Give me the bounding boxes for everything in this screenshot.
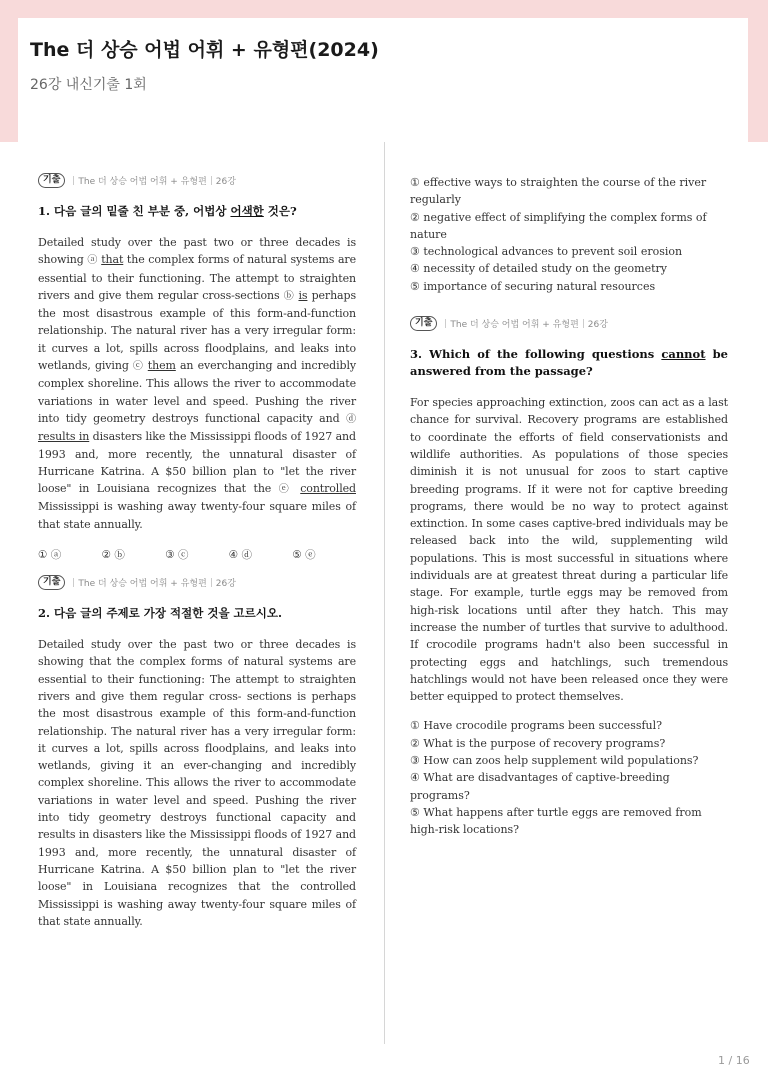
right-column <box>410 174 728 839</box>
left-column <box>38 172 356 930</box>
choice-5[interactable]: ⑤ What happens after turtle eggs are removed from high-risk locations? <box>410 805 702 837</box>
meta-separator <box>445 319 446 328</box>
question-title-emphasis: cannot <box>661 347 706 362</box>
marker-e: ⓔ <box>278 484 293 496</box>
choice-2[interactable]: ② What is the purpose of recovery programs? <box>410 736 666 750</box>
choice-3[interactable]: ③ How can zoos help supplement wild populations? <box>410 754 699 768</box>
marker-c: ⓒ <box>132 361 144 373</box>
source-tag: 기출 <box>410 316 437 331</box>
question-title-text: 3. Which of the following questions <box>410 347 662 362</box>
lesson-label: 26강 <box>215 177 236 187</box>
underlined-b: is <box>298 288 308 302</box>
choice-2[interactable]: ② ⓑ <box>101 549 125 562</box>
book-name: The 더 상승 어법 어휘 + 유형편 <box>450 320 579 331</box>
meta-separator <box>211 176 212 185</box>
question-title-emphasis: 어색한 <box>230 204 264 218</box>
source-tag: 기출 <box>38 575 65 590</box>
answer-choices <box>38 547 356 562</box>
question-title: 2. 다음 글의 주제로 가장 적절한 것을 고르시오. <box>38 606 282 621</box>
question-meta <box>410 315 728 332</box>
spacer <box>410 295 728 315</box>
question-title <box>38 203 356 220</box>
choice-4[interactable]: ④ necessity of detailed study on the geometry <box>410 262 667 276</box>
choice-3[interactable]: ③ technological advances to prevent soil erosion <box>410 245 683 259</box>
choice-5[interactable]: ⑤ importance of securing natural resources <box>410 279 656 293</box>
choice-1[interactable]: ① effective ways to straighten the course of the river regularly <box>410 176 707 207</box>
passage-text: perhaps the most disastrous example of this form-and-function relationship. The natural river has a very irregular form: it curves a lot, spills across floodplains, and leaks into wetlands, giving <box>38 288 357 373</box>
question-passage: For species approaching extinction, zoos can act as a last chance for survival. Recovery programs are established to coordinate the efforts of field conservationists and wildlife authorities. As populations of those species diminish it is not unusual for zoos to start captive breeding programs. If it were not for captive breeding programs, there would be no way to protect against extinction. In some cases captive-bred individuals may be released back into the wild, supplementing wild populations. This is most successful in situations where individuals are at greatest threat during a particular life stage. For example, turtle eggs may be removed from high-risk locations until after they hatch. This may increase the number of turtles that survive to adulthood. If crocodile programs hadn't also been successful in protecting eggs and hatchlings, such tremendous hatchlings would not have been released once they were better equipped to protect themselves. <box>410 396 728 704</box>
passage-text: the complex forms of natural systems are essential to their functioning. The attempt to straighten rivers and give them regular cross-sections <box>38 253 356 302</box>
lesson-label: 26강 <box>215 579 236 590</box>
question-title-text: 것은? <box>263 204 297 218</box>
question-passage <box>38 234 356 533</box>
meta-separator <box>73 176 74 185</box>
lesson-label: 26강 <box>587 320 608 331</box>
underlined-c: them <box>147 359 176 373</box>
choice-3[interactable]: ③ ⓒ <box>165 549 189 562</box>
question-passage: Detailed study over the past two or three decades is showing that the complex forms of natural systems are essential to their functioning: The attempt to straighten rivers and give them regular cross- sections is perhaps the most disastrous example of this form-and-function relationship. The natural river has a very irregular form: it curves a lot, spills across floodplains, and leaks into wetlands, giving it an ever-changing and incredibly complex shoreline. This allows the river to accommodate variations in water level and speed. Pushing the river into tidy geometry destroys functional capacity and results in disasters like the Mississippi floods of 1927 and 1993 and, more recently, the unnatural disaster of Hurricane Katrina. A $50 billion plan to "let the river loose" in Louisiana recognizes that the controlled Mississippi is washing away twenty-four square miles of that state annually. <box>38 638 356 928</box>
question-3-choices <box>410 717 728 838</box>
question-title-text: be answered from the passage? <box>410 347 728 379</box>
underlined-e: controlled <box>300 482 356 496</box>
passage-text: Mississippi is washing away twenty-four square miles of that state annually. <box>38 500 356 531</box>
column-divider <box>384 142 385 1044</box>
source-tag: 기출 <box>38 173 65 188</box>
choice-4[interactable]: ④ ⓓ <box>228 549 253 562</box>
choice-5[interactable]: ⑤ ⓔ <box>292 549 316 562</box>
choice-4[interactable]: ④ What are disadvantages of captive-breeding programs? <box>410 771 670 802</box>
meta-separator <box>583 319 584 328</box>
book-name: The 더 상승 어법 어휘 + 유형편 <box>78 579 207 590</box>
underlined-d: results in <box>38 430 90 444</box>
question-2 <box>38 574 356 930</box>
question-title <box>410 346 728 380</box>
page-number: 1 / 16 <box>718 1054 750 1067</box>
marker-b: ⓑ <box>283 290 295 302</box>
passage-text: disasters like the Mississippi floods of 1927 and 1993 and, more recently, the unnatural disaster of Hurricane Katrina. A $50 billion plan to "let the river loose" in Louisiana recognizes that the <box>38 430 356 496</box>
choice-1[interactable]: ① Have crocodile programs been successful? <box>410 719 663 733</box>
document-subtitle: 26강 내신기출 1회 <box>30 77 147 93</box>
question-3 <box>410 315 728 838</box>
choice-1[interactable]: ① ⓐ <box>38 549 62 562</box>
choice-2[interactable]: ② negative effect of simplifying the complex forms of nature <box>410 210 707 241</box>
passage-text: Detailed study over the past two or three decades is showing <box>38 236 356 267</box>
marker-d: ⓓ <box>346 413 356 425</box>
meta-separator <box>211 578 212 587</box>
question-title-text: 1. 다음 글의 밑줄 친 부분 중, 어법상 <box>38 204 231 218</box>
question-meta <box>38 172 356 189</box>
document-title: The 더 상승 어법 어휘 + 유형편(2024) <box>30 39 379 61</box>
passage-text: an everchanging and incredibly complex shoreline. This allows the river to accommodate variations in water level and speed. Pushing the river into tidy geometry destroys functional capacity and <box>38 359 356 425</box>
marker-a: ⓐ <box>87 255 98 267</box>
question-2-choices <box>410 174 728 295</box>
question-1 <box>38 172 356 562</box>
question-meta <box>38 574 356 591</box>
book-name: The 더 상승 어법 어휘 + 유형편 <box>78 177 207 187</box>
meta-separator <box>73 578 74 587</box>
underlined-a: that <box>101 253 124 267</box>
